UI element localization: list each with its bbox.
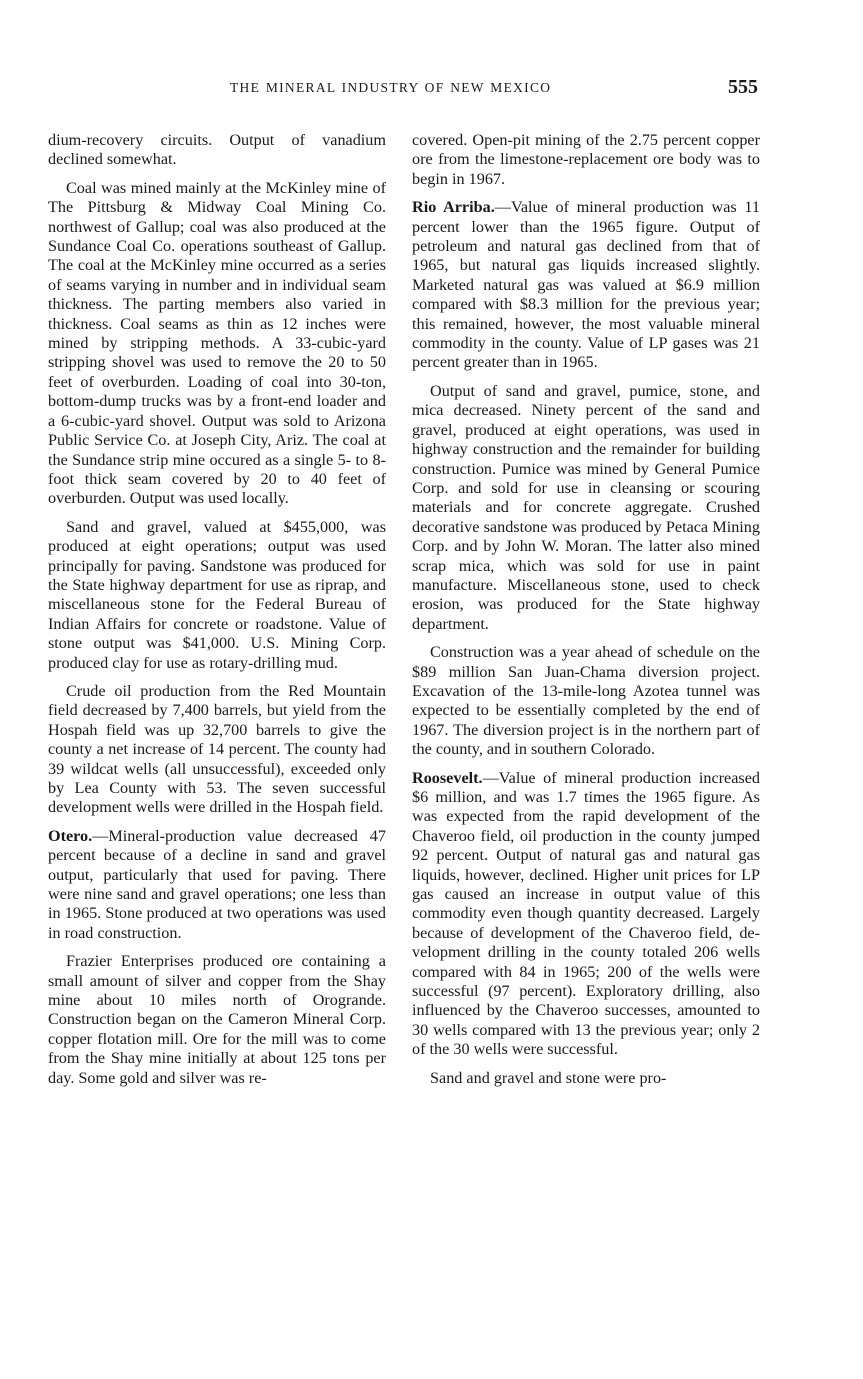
paragraph-sand-gravel: Sand and gravel, valued at $455,000, was produced at eight operations; output was used principally for paving. Sandstone was produced for the State highway department for use as riprap, and miscellaneous stone for the Federal Bureau of Indian Affairs for concrete or roadstone. Value of stone output was $41,000. U.S. Mining Corp. produced clay for use as rotary-drilling mud. — [48, 517, 386, 672]
left-column — [48, 131, 386, 1088]
county-heading-rio-arriba: Rio Arriba. — [412, 198, 495, 217]
rio-arriba-text: —Value of mineral production was 11 percent lower than the 1965 figure. Output of petroleum and natural gas declined from that of 1965, but natural gas liquids increased slightly. Marketed natural gas was valued at $6.9 million compared with $8.3 million for the previous year; this remained, however, the most valuable mineral commodity in the county. Value of LP gases was 21 percent greater than in 1965. — [412, 198, 760, 372]
page-number: 555 — [728, 76, 758, 98]
paragraph-frazier: Frazier Enterprises produced ore containing a small amount of silver and copper from the Shay mine about 10 miles north of Orogrande. Construction began on the Cameron Mineral Corp. copper flotation mill. Ore for the mill was to come from the Shay mine initially at about 125 tons per day. Some gold and silver was re- — [48, 952, 386, 1087]
roosevelt-text: —Value of mineral production increased $6 million, and was 1.7 times the 1965 figure. As was expected from the rapid development of the Chaveroo field, oil production in the county jumped 92 percent. Output of natural gas and natural gas liquids, however, declined. Higher unit prices for LP gas caused an increase in output value of this commodity even though quantity decreased. Largely because of development of the Chaveroo field, development drilling in the county totaled 206 wells compared with 84 in 1965; 200 of the wells were successful (97 percent). Exploratory drilling, also influenced by the Chaveroo successes, amounted to 30 wells compared with 13 the previous year; only 2 of the 30 wells were successful. — [412, 768, 760, 1059]
paragraph-otero — [48, 827, 386, 943]
paragraph-roosevelt-sand-gravel: Sand and gravel and stone were pro- — [430, 1068, 667, 1087]
paragraph-coal: Coal was mined mainly at the McKinley mine of The Pittsburg & Midway Coal Mining Co. northwest of Gallup; coal was also produced at the Sundance Coal Co. operations southeast of Gallup. The coal at the McKinley mine occurred as a series of seams varying in number and in individual seam thickness. The parting members also varied in thickness. Coal seams as thin as 12 inches were mined by stripping methods. A 33-cubic-yard stripping shovel was used to remove the 20 to 50 feet of overburden. Loading of coal into 30-ton, bottom-dump trucks was by a front-end loader and a 6-cubic-yard shovel. Output was sold to Arizona Public Service Co. at Joseph City, Ariz. The coal at the Sundance strip mine occured as a single 5- to 8-foot thick seam covered by 20 to 40 feet of overburden. Output was used locally. — [48, 178, 386, 508]
county-heading-roosevelt: Roosevelt. — [412, 768, 483, 787]
right-column — [412, 131, 760, 1088]
paragraph-crude-oil: Crude oil production from the Red Mountain field decreased by 7,400 barrels, but yield from the Hospah field was up 32,700 barrels to give the county a net increase of 14 percent. The county had 39 wildcat wells (all unsuccessful), exceeded only by Lea County with 53. The seven successful development wells were drilled in the Hospah field. — [48, 681, 386, 817]
county-heading-otero: Otero. — [48, 826, 93, 845]
paragraph-rio-arriba — [412, 198, 760, 373]
paragraph-openpit-continued: covered. Open-pit mining of the 2.75 percent copper ore from the limestone-replacement ore body was to begin in 1967. — [412, 131, 760, 188]
otero-text: —Mineral-production value decreased 47 percent because of a decline in sand and gravel output, particularly that used for paving. There were nine sand and gravel operations; one less than in 1965. Stone produced at two operations was used in road construction. — [48, 826, 386, 942]
paragraph-pumice-mica: Output of sand and gravel, pumice, stone, and mica decreased. Ninety percent of the sand and gravel, produced at eight operations, was used in highway construction and the remainder for building construction. Pumice was mined by General Pumice Corp. and sold for use in cleansing or scouring materials and for concrete aggregate. Crushed decorative sandstone was produced by Petaca Mining Corp. and by John W. Moran. The latter also mined scrap mica, which was sold for use in paint manufacture. Miscellaneous stone, used to check erosion, was produced for the State highway department. — [412, 381, 760, 633]
paragraph-san-juan-chama: Construction was a year ahead of schedule on the $89 million San Juan-Chama diversion project. Excavation of the 13-mile-long Azotea tunnel was expected to be essentially completed by the end of 1967. The diversion project is in the northern part of the county, and in southern Colorado. — [412, 643, 760, 759]
paragraph-roosevelt — [412, 769, 760, 1060]
running-title: THE MINERAL INDUSTRY OF NEW MEXICO — [230, 80, 552, 95]
paragraph-vanadium-continued: dium-recovery circuits. Output of vanadium declined somewhat. — [48, 131, 386, 169]
